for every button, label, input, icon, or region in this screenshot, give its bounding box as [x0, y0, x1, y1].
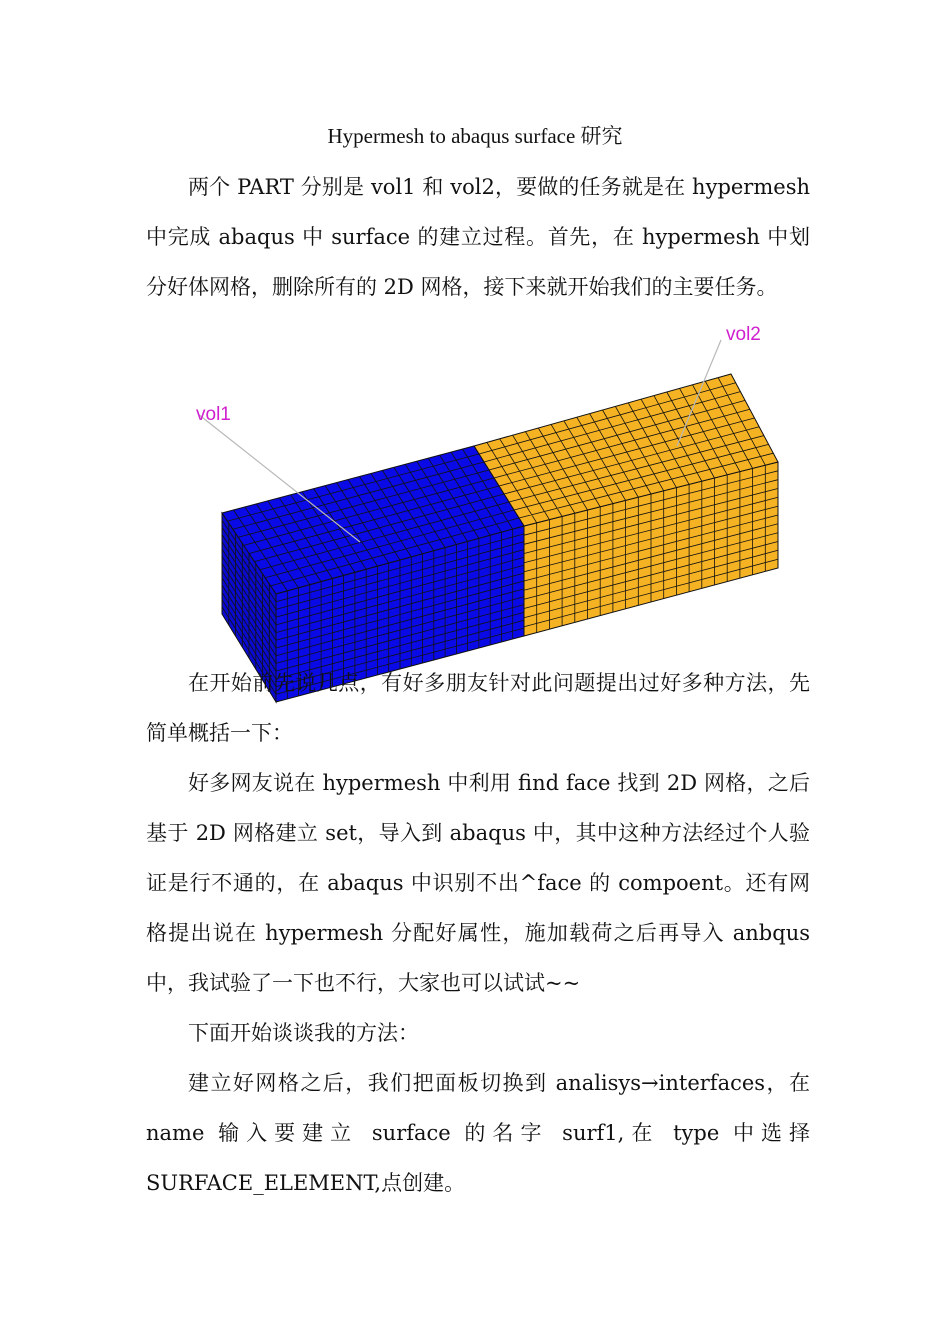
- paragraph-steps: 建立好网格之后，我们把面板切换到 analisys→interfaces，在 name 输入要建立 surface 的名字 surf1,在 type 中选择 SURFACE_ELEMENT,点创建。: [146, 1071, 810, 1195]
- paragraph-preface: 在开始前先说几点，有好多朋友针对此问题提出过好多种方法，先简单概括一下：: [146, 671, 810, 745]
- vol2-label: vol2: [726, 324, 761, 345]
- paragraph-intro: 两个 PART 分别是 vol1 和 vol2，要做的任务就是在 hypermesh 中完成 abaqus 中 surface 的建立过程。首先，在 hypermesh 中划分好体网格，删除所有的 2D 网格，接下来就开始我们的主要任务。: [146, 175, 810, 299]
- paragraph-my-method: 下面开始谈谈我的方法：: [188, 1021, 419, 1045]
- document-title: Hypermesh to abaqus surface 研究: [327, 124, 623, 148]
- paragraph-methods: 好多网友说在 hypermesh 中利用 find face 找到 2D 网格，之后基于 2D 网格建立 set，导入到 abaqus 中，其中这种方法经过个人验证是行不通的，在 abaqus 中识别不出^face 的 compoent。还有网格提出说在 hypermesh 分配好属性，施加载荷之后再导入 anbqus 中，我试验了一下也不行，大家也可以试试~~: [146, 771, 810, 995]
- vol1-label: vol1: [196, 404, 231, 425]
- mesh-model-image: [146, 318, 810, 708]
- mesh-figure: [146, 318, 810, 708]
